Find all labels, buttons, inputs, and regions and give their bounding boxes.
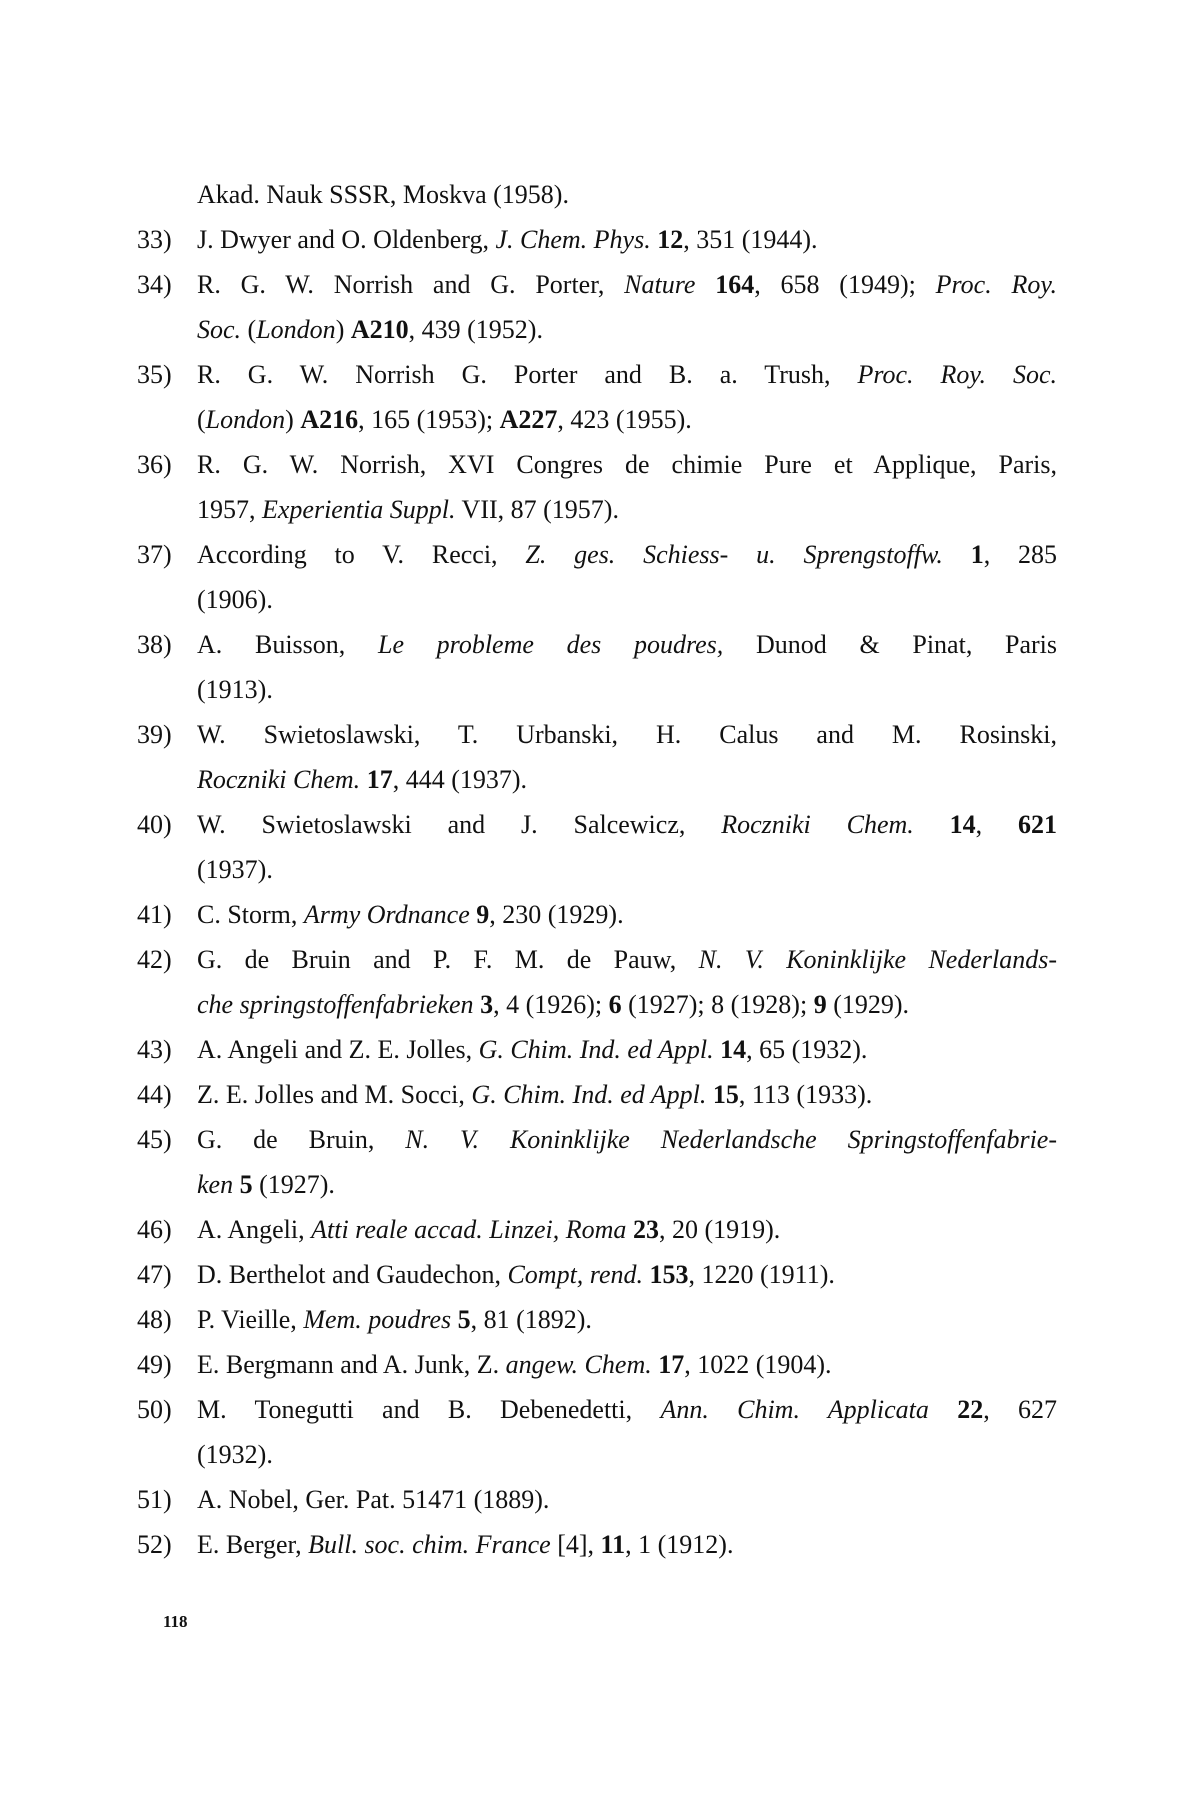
bold-volume: 14: [720, 1035, 747, 1064]
text-run: (: [197, 405, 206, 434]
reference-line: [137, 307, 1057, 352]
reference-text: [197, 892, 1057, 937]
reference-text: [197, 1207, 1057, 1252]
text-run: , 65 (1932).: [746, 1035, 868, 1064]
bold-volume: 153: [649, 1260, 689, 1289]
bold-volume: A210: [350, 315, 409, 344]
reference-line: [137, 1207, 1057, 1252]
italic-text: Z. ges. Schiess- u. Sprengstoffw.: [525, 540, 943, 569]
italic-text: Experientia Suppl.: [262, 495, 456, 524]
bold-volume: 5: [239, 1170, 253, 1199]
reference-text: [197, 937, 1057, 982]
reference-line: [137, 1432, 1057, 1477]
text-run: , 113 (1933).: [738, 1080, 873, 1109]
text-run: , 20 (1919).: [658, 1215, 781, 1244]
reference-line: [137, 1522, 1057, 1567]
reference-line: [137, 1027, 1057, 1072]
reference-text: [197, 1297, 1057, 1342]
reference-text: [197, 1117, 1057, 1162]
reference-text: [197, 262, 1057, 307]
text-run: Akad. Nauk SSSR, Moskva (1958).: [197, 180, 569, 209]
bold-volume: 164: [715, 270, 755, 299]
reference-line: [137, 1297, 1057, 1342]
reference-text: [197, 667, 1057, 712]
text-run: , 1 (1912).: [625, 1530, 734, 1559]
text-run: E. Berger,: [197, 1530, 309, 1559]
reference-line: [137, 1252, 1057, 1297]
text-run: , 81 (1892).: [470, 1305, 592, 1334]
italic-text: G. Chim. Ind. ed Appl.: [478, 1035, 714, 1064]
reference-line: [137, 397, 1057, 442]
reference-text: [197, 442, 1057, 487]
text-run: R. G. W. Norrish G. Porter and B. a. Trush,: [197, 360, 858, 389]
text-run: A. Angeli and Z. E. Jolles,: [197, 1035, 479, 1064]
italic-text: Ann. Chim. Applicata: [660, 1395, 929, 1424]
text-run: A. Buisson,: [197, 630, 378, 659]
reference-text: [197, 172, 1057, 217]
reference-text: [197, 217, 1057, 262]
italic-text: angew. Chem.: [505, 1350, 652, 1379]
italic-text: N. V. Koninklijke Nederlands-: [698, 945, 1057, 974]
text-run: Dunod & Pinat, Paris: [723, 630, 1057, 659]
reference-text: [197, 1477, 1057, 1522]
reference-line: [137, 892, 1057, 937]
italic-text: Army Ordnance: [303, 900, 470, 929]
text-run: W. Swietoslawski, T. Urbanski, H. Calus and M. Rosinski,: [197, 720, 1057, 749]
reference-text: [197, 622, 1057, 667]
text-run: , 1022 (1904).: [684, 1350, 832, 1379]
bold-volume: 23: [632, 1215, 659, 1244]
text-run: [695, 270, 715, 299]
reference-text: [197, 1072, 1057, 1117]
text-run: (1937).: [197, 855, 273, 884]
text-run: According to V. Recci,: [197, 540, 526, 569]
reference-line: [137, 1072, 1057, 1117]
reference-text: [197, 307, 1057, 352]
bold-volume: A227: [499, 405, 558, 434]
italic-text: Soc.: [197, 315, 242, 344]
bold-volume: A216: [300, 405, 359, 434]
italic-text: Nature: [624, 270, 696, 299]
text-run: (: [241, 315, 257, 344]
reference-line: [137, 217, 1057, 262]
text-run: , 444 (1937).: [392, 765, 528, 794]
reference-text: [197, 532, 1057, 577]
bold-volume: 9: [813, 990, 827, 1019]
reference-number: 34): [137, 270, 172, 299]
italic-text: Roczniki Chem.: [197, 765, 361, 794]
italic-text: London: [205, 405, 286, 434]
text-run: R. G. W. Norrish, XVI Congres de chimie Pure et Applique, Paris,: [197, 450, 1057, 479]
reference-line: [137, 1342, 1057, 1387]
italic-text: Atti reale accad. Linzei, Roma: [311, 1215, 627, 1244]
reference-line: [137, 667, 1057, 712]
reference-list: [137, 172, 1057, 1567]
text-run: , 351 (1944).: [683, 225, 818, 254]
reference-number: 36): [137, 450, 172, 479]
page-number: 118: [163, 1612, 188, 1631]
text-run: A. Angeli,: [197, 1215, 312, 1244]
bold-volume: 6: [608, 990, 622, 1019]
reference-text: [197, 982, 1057, 1027]
reference-text: [197, 1522, 1057, 1567]
text-run: , 439 (1952).: [408, 315, 543, 344]
bold-volume: 22: [957, 1395, 984, 1424]
text-run: VII, 87 (1957).: [455, 495, 619, 524]
text-run: A. Nobel, Ger. Pat. 51471 (1889).: [197, 1485, 550, 1514]
bold-volume: 12: [657, 225, 684, 254]
text-run: R. G. W. Norrish and G. Porter,: [197, 270, 625, 299]
text-run: ): [335, 315, 351, 344]
italic-text: Proc. Roy. Soc.: [857, 360, 1057, 389]
text-run: , 230 (1929).: [489, 900, 624, 929]
italic-text: Proc. Roy.: [935, 270, 1057, 299]
reference-number: 35): [137, 360, 172, 389]
italic-text: J. Chem. Phys.: [495, 225, 651, 254]
italic-text: ken: [197, 1170, 234, 1199]
italic-text: Mem. poudres: [303, 1305, 452, 1334]
reference-number: 38): [137, 630, 172, 659]
reference-number: 50): [137, 1395, 172, 1424]
text-run: , 627: [983, 1395, 1057, 1424]
reference-line: [137, 802, 1057, 847]
text-run: D. Berthelot and Gaudechon,: [197, 1260, 508, 1289]
reference-text: [197, 352, 1057, 397]
text-run: ,: [975, 810, 1019, 839]
bold-volume: 15: [712, 1080, 739, 1109]
text-run: C. Storm,: [197, 900, 304, 929]
text-run: [914, 810, 950, 839]
reference-line: [137, 712, 1057, 757]
reference-line: [137, 757, 1057, 802]
reference-number: 42): [137, 945, 172, 974]
text-run: (1927); 8 (1928);: [621, 990, 814, 1019]
reference-number: 41): [137, 900, 172, 929]
text-run: 1957,: [197, 495, 262, 524]
reference-line: [137, 1477, 1057, 1522]
reference-line: [137, 1162, 1057, 1207]
text-run: E. Bergmann and A. Junk, Z.: [197, 1350, 506, 1379]
reference-line: [137, 937, 1057, 982]
text-run: (1929).: [826, 990, 910, 1019]
reference-line: [137, 352, 1057, 397]
reference-number: 47): [137, 1260, 172, 1289]
reference-text: [197, 1432, 1057, 1477]
italic-text: N. V. Koninklijke Nederlandsche Springstoffenfabrie-: [405, 1125, 1057, 1154]
text-run: [943, 540, 971, 569]
reference-number: 44): [137, 1080, 172, 1109]
bold-volume: 1: [970, 540, 984, 569]
text-run: W. Swietoslawski and J. Salcewicz,: [197, 810, 722, 839]
italic-text: che springstoffenfabrieken: [197, 990, 474, 1019]
reference-number: 33): [137, 225, 172, 254]
text-run: P. Vieille,: [197, 1305, 304, 1334]
text-run: M. Tonegutti and B. Debenedetti,: [197, 1395, 661, 1424]
bold-volume: 11: [600, 1530, 626, 1559]
reference-number: 37): [137, 540, 172, 569]
bold-volume: 3: [480, 990, 494, 1019]
text-run: [929, 1395, 957, 1424]
reference-number: 40): [137, 810, 172, 839]
text-run: G. de Bruin,: [197, 1125, 406, 1154]
reference-text: [197, 712, 1057, 757]
italic-text: Bull. soc. chim. France: [308, 1530, 551, 1559]
bold-volume: 5: [457, 1305, 471, 1334]
reference-number: 43): [137, 1035, 172, 1064]
bold-volume: 17: [366, 765, 393, 794]
reference-number: 52): [137, 1530, 172, 1559]
text-run: J. Dwyer and O. Oldenberg,: [197, 225, 496, 254]
reference-text: [197, 847, 1057, 892]
reference-text: [197, 1252, 1057, 1297]
reference-number: 39): [137, 720, 172, 749]
reference-number: 46): [137, 1215, 172, 1244]
reference-line: [137, 172, 1057, 217]
text-run: (1927).: [252, 1170, 335, 1199]
text-run: (1913).: [197, 675, 273, 704]
text-run: , 423 (1955).: [557, 405, 692, 434]
text-run: , 165 (1953);: [358, 405, 500, 434]
reference-text: [197, 1342, 1057, 1387]
italic-text: Roczniki Chem.: [721, 810, 914, 839]
italic-text: Le probleme des poudres,: [377, 630, 724, 659]
reference-number: 45): [137, 1125, 172, 1154]
reference-line: [137, 577, 1057, 622]
reference-line: [137, 442, 1057, 487]
reference-number: 48): [137, 1305, 172, 1334]
italic-text: London: [256, 315, 336, 344]
bold-volume: 9: [476, 900, 490, 929]
reference-text: [197, 1387, 1057, 1432]
text-run: , 658 (1949);: [754, 270, 936, 299]
text-run: G. de Bruin and P. F. M. de Pauw,: [197, 945, 699, 974]
reference-text: [197, 397, 1057, 442]
text-run: Z. E. Jolles and M. Socci,: [197, 1080, 472, 1109]
italic-text: Compt, rend.: [507, 1260, 644, 1289]
reference-number: 49): [137, 1350, 172, 1379]
reference-text: [197, 802, 1057, 847]
reference-line: [137, 487, 1057, 532]
text-run: (1932).: [197, 1440, 273, 1469]
reference-text: [197, 1027, 1057, 1072]
reference-line: [137, 982, 1057, 1027]
bold-volume: 621: [1018, 810, 1057, 839]
reference-text: [197, 487, 1057, 532]
reference-line: [137, 1387, 1057, 1432]
bold-volume: 17: [658, 1350, 685, 1379]
text-run: , 285: [983, 540, 1057, 569]
text-run: [4],: [550, 1530, 601, 1559]
text-run: (1906).: [197, 585, 273, 614]
text-run: ): [285, 405, 301, 434]
reference-text: [197, 757, 1057, 802]
bold-volume: 14: [949, 810, 976, 839]
reference-text: [197, 1162, 1057, 1207]
reference-number: 51): [137, 1485, 172, 1514]
italic-text: G. Chim. Ind. ed Appl.: [471, 1080, 707, 1109]
reference-line: [137, 847, 1057, 892]
text-run: , 1220 (1911).: [688, 1260, 835, 1289]
reference-line: [137, 622, 1057, 667]
reference-line: [137, 1117, 1057, 1162]
reference-line: [137, 532, 1057, 577]
reference-text: [197, 577, 1057, 622]
reference-line: [137, 262, 1057, 307]
text-run: , 4 (1926);: [493, 990, 609, 1019]
